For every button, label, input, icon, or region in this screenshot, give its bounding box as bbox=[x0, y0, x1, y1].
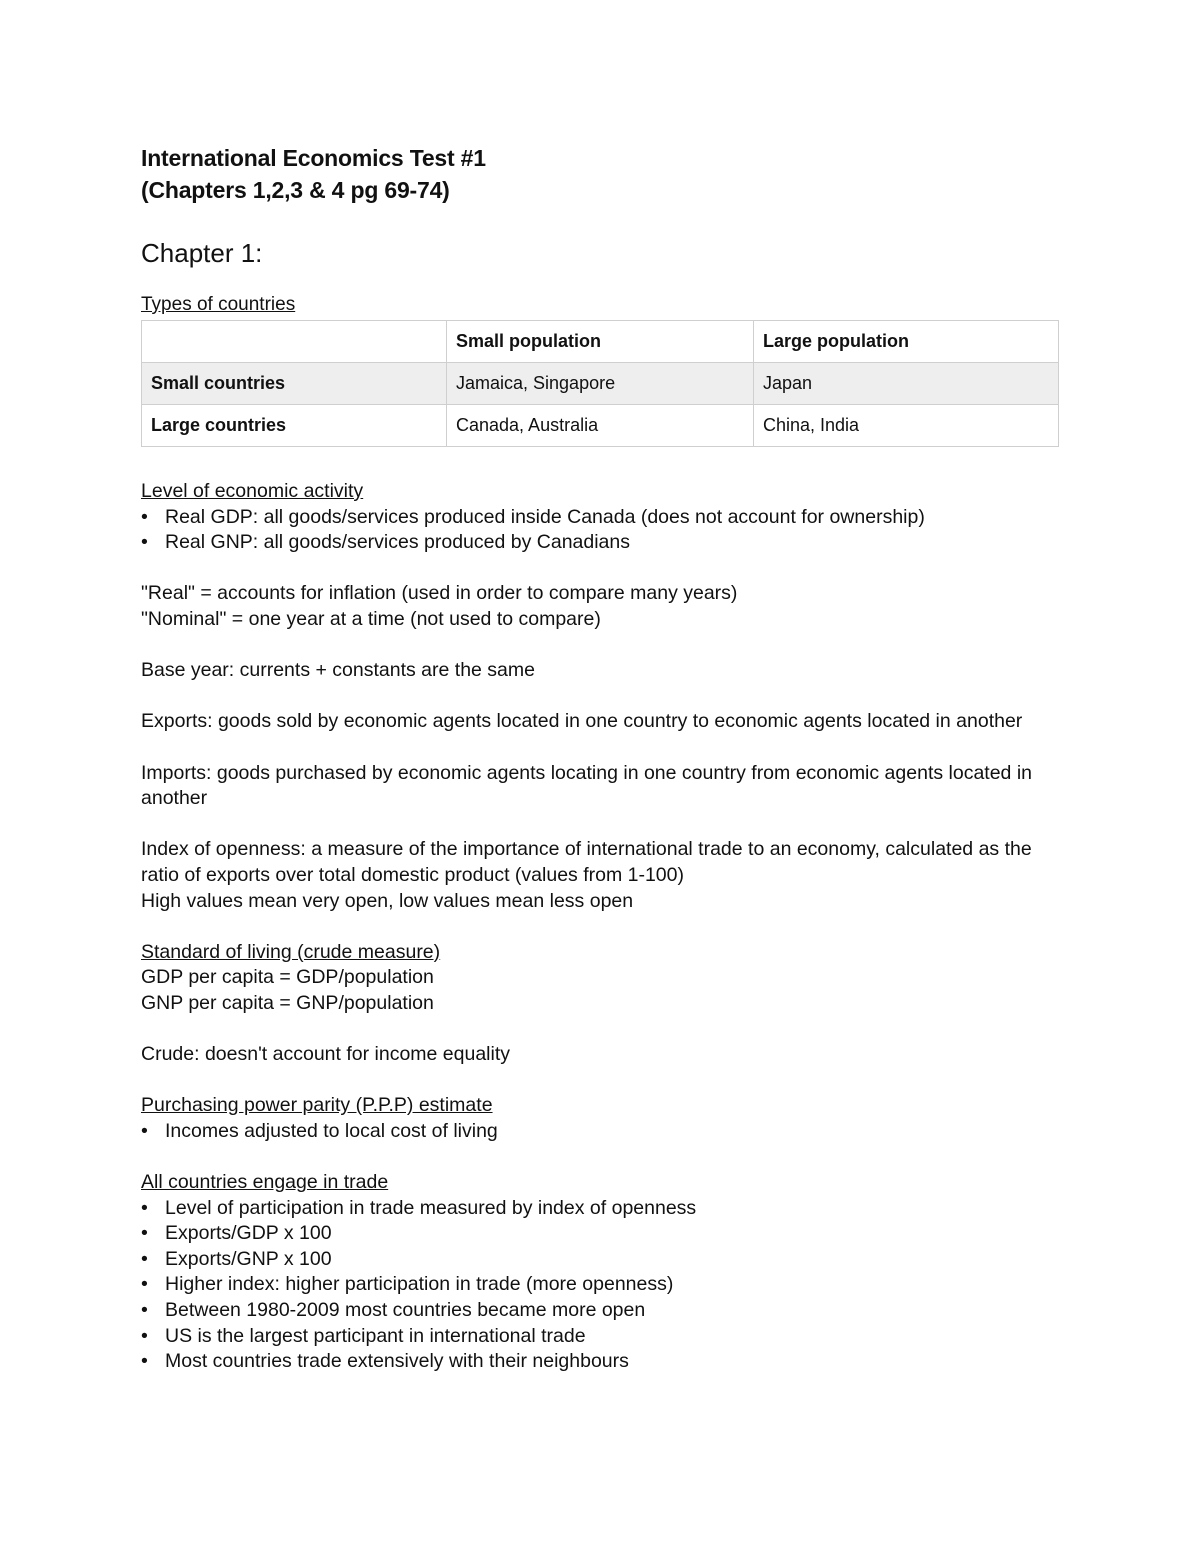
list-item: • Exports/GDP x 100 bbox=[141, 1221, 1071, 1247]
bullet-icon: • bbox=[141, 1273, 148, 1296]
table-header-cell: Large population bbox=[754, 321, 1059, 363]
table-cell: Jamaica, Singapore bbox=[447, 363, 754, 405]
table-header-cell bbox=[142, 321, 447, 363]
list-item: • Real GDP: all goods/services produced inside Canada (does not account for ownership) bbox=[141, 505, 1071, 531]
base-year-definition: Base year: currents + constants are the same bbox=[141, 659, 535, 682]
openness-definition: Index of openness: a measure of the importance of international trade to an economy, calculated as the ratio of exports over total domestic product (values from 1-100) bbox=[141, 838, 1032, 886]
standard-of-living-heading: Standard of living (crude measure) bbox=[141, 940, 441, 963]
list-item: • US is the largest participant in international trade bbox=[141, 1324, 1071, 1350]
bullet-icon: • bbox=[141, 1299, 148, 1321]
table-row bbox=[142, 405, 1059, 447]
list-item: • Real GNP: all goods/services produced by Canadians bbox=[141, 530, 1071, 556]
row-label-cell: Small countries bbox=[142, 363, 447, 405]
bullet-icon: • bbox=[141, 1350, 148, 1373]
bullet-icon: • bbox=[141, 1119, 148, 1142]
imports-definition: Imports: goods purchased by economic agents locating in one country from economic agents located in another bbox=[141, 761, 1033, 810]
bullet-icon: • bbox=[141, 1196, 148, 1219]
gnp-per-capita-line: GNP per capita = GNP/population bbox=[141, 991, 434, 1014]
table-cell: Canada, Australia bbox=[447, 405, 754, 447]
crude-note: Crude: doesn't account for income equality bbox=[141, 1043, 511, 1066]
title-line-2: (Chapters 1,2,3 & 4 pg 69-74) bbox=[141, 177, 450, 203]
chapter-heading: Chapter 1: bbox=[141, 238, 263, 268]
types-of-countries-table bbox=[141, 320, 1059, 447]
table-header-row bbox=[142, 321, 1059, 363]
title-line-1: International Economics Test #1 bbox=[141, 145, 486, 171]
openness-note: High values mean very open, low values mean less open bbox=[141, 889, 634, 912]
list-item: • Most countries trade extensively with their neighbours bbox=[141, 1349, 1071, 1375]
ppp-heading: Purchasing power parity (P.P.P) estimate bbox=[141, 1094, 493, 1117]
list-item: • Level of participation in trade measured by index of openness bbox=[141, 1196, 1071, 1222]
exports-definition: Exports: goods sold by economic agents located in one country to economic agents located in another bbox=[141, 710, 1023, 733]
table-row bbox=[142, 363, 1059, 405]
list-item: • Between 1980-2009 most countries became more open bbox=[141, 1298, 1071, 1324]
row-label-cell: Large countries bbox=[142, 405, 447, 447]
types-of-countries-heading: Types of countries bbox=[141, 294, 296, 315]
bullet-icon: • bbox=[141, 1324, 148, 1347]
table-header-cell: Small population bbox=[447, 321, 754, 363]
notes-body bbox=[141, 479, 1071, 1375]
list-item: • Exports/GNP x 100 bbox=[141, 1247, 1071, 1273]
bullet-icon: • bbox=[141, 505, 148, 528]
economic-activity-heading: Level of economic activity bbox=[141, 480, 364, 502]
table-cell: China, India bbox=[754, 405, 1059, 447]
gdp-per-capita-line: GDP per capita = GDP/population bbox=[141, 966, 434, 989]
bullet-icon: • bbox=[141, 531, 148, 554]
bullet-icon: • bbox=[141, 1222, 148, 1245]
bullet-icon: • bbox=[141, 1247, 148, 1270]
table-cell: Japan bbox=[754, 363, 1059, 405]
nominal-definition: "Nominal" = one year at a time (not used to compare) bbox=[141, 607, 601, 630]
list-item: • Incomes adjusted to local cost of living bbox=[141, 1119, 1071, 1145]
trade-heading: All countries engage in trade bbox=[141, 1171, 389, 1194]
list-item: • Higher index: higher participation in trade (more openness) bbox=[141, 1272, 1071, 1298]
document-title bbox=[141, 142, 486, 206]
real-definition: "Real" = accounts for inflation (used in order to compare many years) bbox=[141, 582, 738, 605]
